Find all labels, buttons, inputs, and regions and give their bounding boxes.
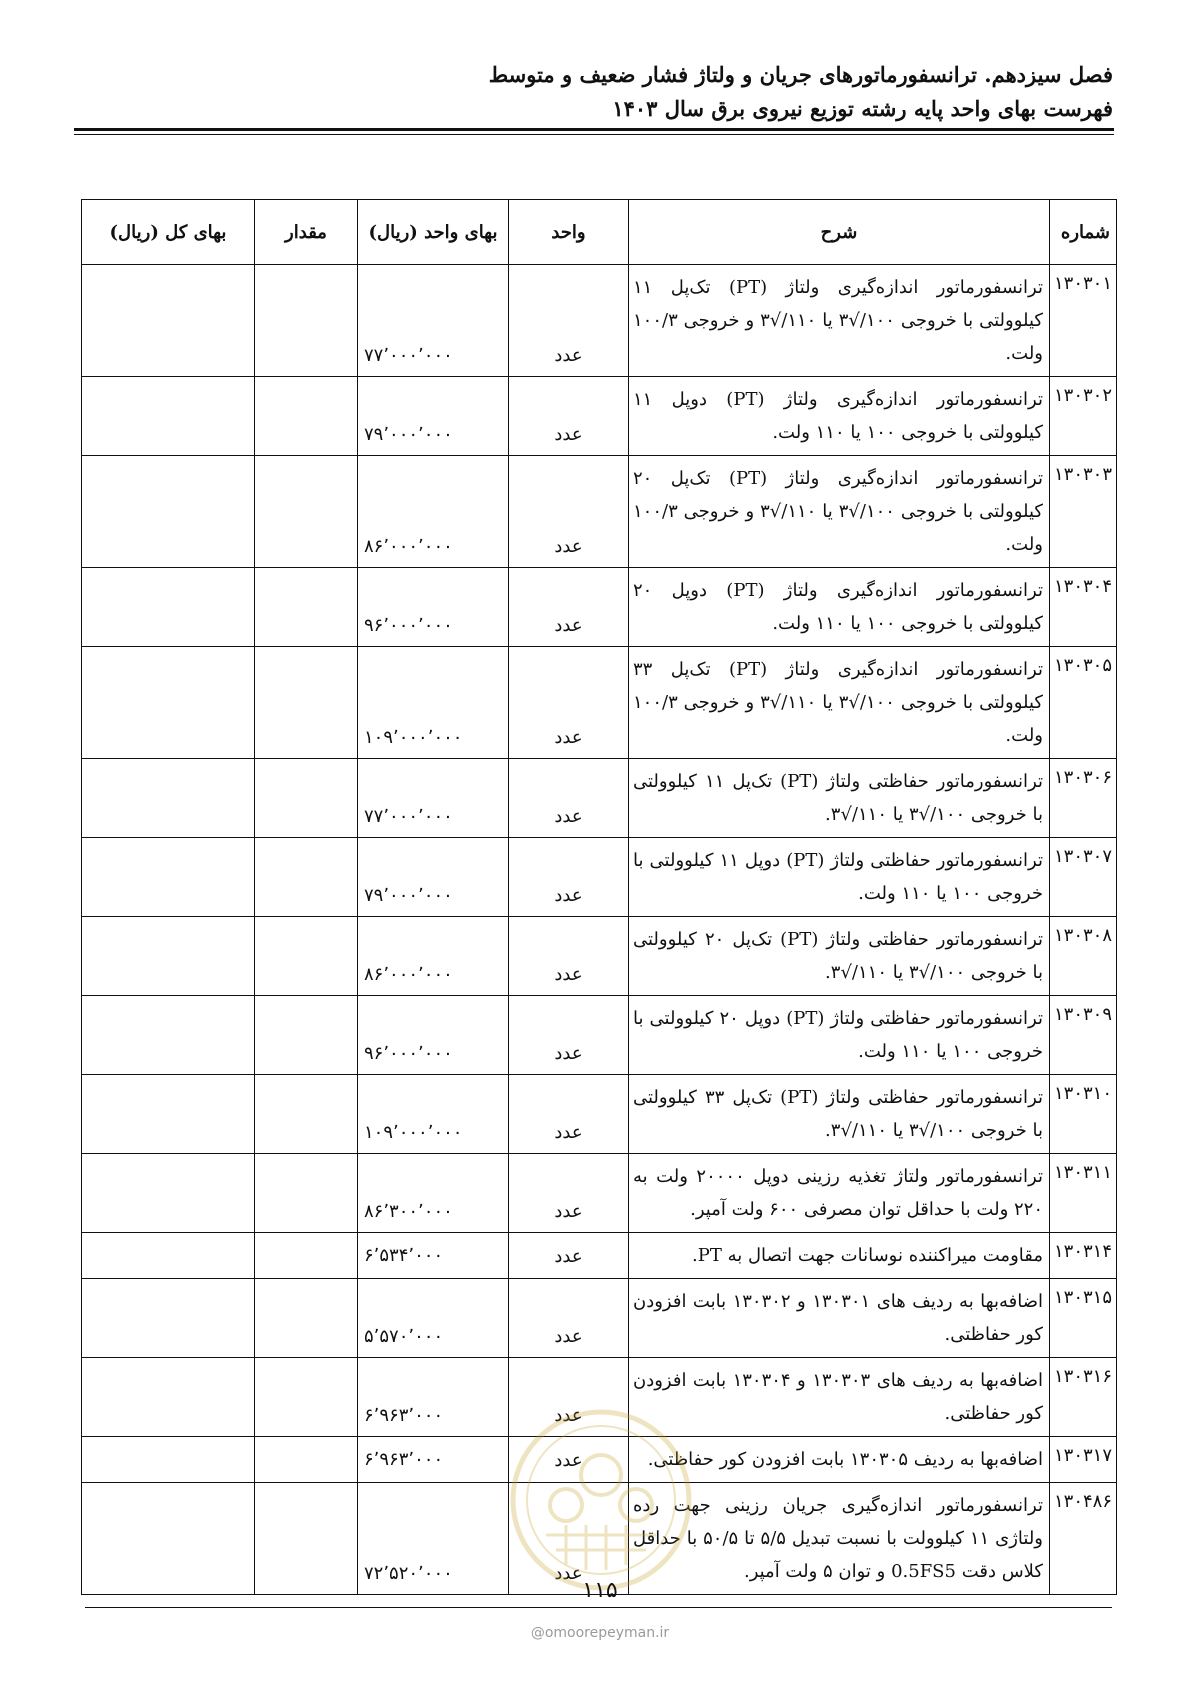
item-description: ترانسفورماتور اندازه‌گیری ولتاژ (PT) دوپل ۲۰ کیلوولتی با خروجی ۱۰۰ یا ۱۱۰ ولت. [629,568,1050,647]
item-description: اضافه‌بها به ردیف های ۱۳۰۳۰۳ و ۱۳۰۳۰۴ بابت افزودن کور حفاظتی. [629,1358,1050,1437]
header-rule-thick [74,128,1114,131]
item-description: ترانسفورماتور اندازه‌گیری ولتاژ (PT) تک‌پل ۲۰ کیلوولتی با خروجی ۱۰۰/√۳ یا ۱۱۰/√۳ و خروجی ۱۰۰/۳ ولت. [629,456,1050,568]
item-quantity [255,1279,358,1358]
table-row [82,647,1117,759]
item-code: ۱۳۰۳۰۱ [1050,265,1117,377]
item-quantity [255,456,358,568]
item-total-price [82,647,255,759]
item-quantity [255,1075,358,1154]
item-code: ۱۳۰۳۰۷ [1050,838,1117,917]
item-quantity [255,996,358,1075]
document-title: فهرست بهای واحد پایه رشته توزیع نیروی برق سال ۱۴۰۳ [612,96,1113,121]
item-unit-price: ۸۶٬۰۰۰٬۰۰۰ [358,456,509,568]
item-code: ۱۳۰۳۰۴ [1050,568,1117,647]
item-unit: عدد [509,647,629,759]
footer-rule [85,1607,1112,1608]
item-unit-price: ۷۷٬۰۰۰٬۰۰۰ [358,759,509,838]
table-row [82,1233,1117,1279]
item-unit: عدد [509,456,629,568]
item-description: اضافه‌بها به ردیف ۱۳۰۳۰۵ بابت افزودن کور حفاظتی. [629,1437,1050,1483]
table-row [82,759,1117,838]
item-quantity [255,1437,358,1483]
item-total-price [82,917,255,996]
item-code: ۱۳۰۳۰۲ [1050,377,1117,456]
item-total-price [82,1075,255,1154]
item-quantity [255,377,358,456]
item-unit-price: ۷۹٬۰۰۰٬۰۰۰ [358,838,509,917]
item-code: ۱۳۰۳۰۸ [1050,917,1117,996]
item-description: ترانسفورماتور حفاظتی ولتاژ (PT) تک‌پل ۳۳ کیلوولتی با خروجی ۱۰۰/√۳ یا ۱۱۰/√۳. [629,1075,1050,1154]
column-header-code: شماره [1050,200,1117,265]
column-header-unit: واحد [509,200,629,265]
item-total-price [82,1483,255,1595]
item-description: ترانسفورماتور ولتاژ تغذیه رزینی دوپل ۲۰۰۰۰ ولت به ۲۲۰ ولت با حداقل توان مصرفی ۶۰۰ ولت آمپر. [629,1154,1050,1233]
item-description: ترانسفورماتور حفاظتی ولتاژ (PT) تک‌پل ۱۱ کیلوولتی با خروجی ۱۰۰/√۳ یا ۱۱۰/√۳. [629,759,1050,838]
item-code: ۱۳۰۳۱۶ [1050,1358,1117,1437]
item-unit: عدد [509,1437,629,1483]
item-unit: عدد [509,838,629,917]
item-code: ۱۳۰۳۰۵ [1050,647,1117,759]
price-table [81,199,1117,1595]
item-total-price [82,1233,255,1279]
item-description: ترانسفورماتور حفاظتی ولتاژ (PT) دوپل ۲۰ کیلوولتی با خروجی ۱۰۰ یا ۱۱۰ ولت. [629,996,1050,1075]
item-description: ترانسفورماتور اندازه‌گیری ولتاژ (PT) تک‌پل ۳۳ کیلوولتی با خروجی ۱۰۰/√۳ یا ۱۱۰/√۳ و خروجی ۱۰۰/۳ ولت. [629,647,1050,759]
item-unit: عدد [509,377,629,456]
item-total-price [82,759,255,838]
item-quantity [255,647,358,759]
table-row [82,265,1117,377]
table-row [82,838,1117,917]
item-unit-price: ۷۷٬۰۰۰٬۰۰۰ [358,265,509,377]
item-total-price [82,265,255,377]
item-unit: عدد [509,1233,629,1279]
item-quantity [255,265,358,377]
item-code: ۱۳۰۳۱۴ [1050,1233,1117,1279]
item-code: ۱۳۰۳۱۰ [1050,1075,1117,1154]
header-rule-thin [74,134,1114,135]
item-description: ترانسفورماتور حفاظتی ولتاژ (PT) تک‌پل ۲۰ کیلوولتی با خروجی ۱۰۰/√۳ یا ۱۱۰/√۳. [629,917,1050,996]
item-unit: عدد [509,1279,629,1358]
item-unit-price: ۶٬۹۶۳٬۰۰۰ [358,1358,509,1437]
column-header-unit-price: بهای واحد (ریال) [358,200,509,265]
item-unit: عدد [509,759,629,838]
item-quantity [255,917,358,996]
item-quantity [255,838,358,917]
table-row [82,456,1117,568]
item-description: ترانسفورماتور اندازه‌گیری ولتاژ (PT) تک‌پل ۱۱ کیلوولتی با خروجی ۱۰۰/√۳ یا ۱۱۰/√۳ و خروجی ۱۰۰/۳ ولت. [629,265,1050,377]
item-code: ۱۳۰۴۸۶ [1050,1483,1117,1595]
table-row [82,1154,1117,1233]
item-description: ترانسفورماتور اندازه‌گیری ولتاژ (PT) دوپل ۱۱ کیلوولتی با خروجی ۱۰۰ یا ۱۱۰ ولت. [629,377,1050,456]
item-total-price [82,377,255,456]
item-description: ترانسفورماتور اندازه‌گیری جریان رزینی جهت رده ولتاژی ۱۱ کیلوولت با نسبت تبدیل ۵/۵ تا ۵۰/۵ با حداقل کلاس دقت 0.5FS5 و توان ۵ ولت آمپر. [629,1483,1050,1595]
item-unit: عدد [509,917,629,996]
item-unit: عدد [509,1154,629,1233]
item-total-price [82,568,255,647]
item-description: اضافه‌بها به ردیف های ۱۳۰۳۰۱ و ۱۳۰۳۰۲ بابت افزودن کور حفاظتی. [629,1279,1050,1358]
item-total-price [82,1279,255,1358]
omoorepeyman-seal-icon [506,1405,696,1595]
column-header-total-price: بهای کل (ریال) [82,200,255,265]
item-quantity [255,759,358,838]
item-code: ۱۳۰۳۱۷ [1050,1437,1117,1483]
item-code: ۱۳۰۳۰۳ [1050,456,1117,568]
item-quantity [255,1154,358,1233]
column-header-quantity: مقدار [255,200,358,265]
chapter-title: فصل سیزدهم. ترانسفورماتورهای جریان و ولتاژ فشار ضعیف و متوسط [488,62,1113,87]
table-header-row [82,200,1117,265]
item-quantity [255,1358,358,1437]
item-unit-price: ۸۶٬۳۰۰٬۰۰۰ [358,1154,509,1233]
item-unit-price: ۵٬۵۷۰٬۰۰۰ [358,1279,509,1358]
item-description: مقاومت میراکننده نوسانات جهت اتصال به PT. [629,1233,1050,1279]
table-row [82,568,1117,647]
item-unit-price: ۹۶٬۰۰۰٬۰۰۰ [358,996,509,1075]
item-unit-price: ۸۶٬۰۰۰٬۰۰۰ [358,917,509,996]
item-unit-price: ۶٬۹۶۳٬۰۰۰ [358,1437,509,1483]
item-quantity [255,568,358,647]
table-row [82,1075,1117,1154]
item-unit: عدد [509,265,629,377]
item-unit-price: ۱۰۹٬۰۰۰٬۰۰۰ [358,647,509,759]
table-row [82,377,1117,456]
item-code: ۱۳۰۳۱۱ [1050,1154,1117,1233]
footer-website: @omoorepeyman.ir [530,1625,670,1641]
item-total-price [82,996,255,1075]
table-row [82,1279,1117,1358]
item-unit-price: ۹۶٬۰۰۰٬۰۰۰ [358,568,509,647]
item-unit: عدد [509,1358,629,1437]
item-unit: عدد [509,1483,629,1595]
item-quantity [255,1233,358,1279]
item-total-price [82,1154,255,1233]
item-unit-price: ۷۲٬۵۲۰٬۰۰۰ [358,1483,509,1595]
item-description: ترانسفورماتور حفاظتی ولتاژ (PT) دوپل ۱۱ کیلوولتی با خروجی ۱۰۰ یا ۱۱۰ ولت. [629,838,1050,917]
item-unit: عدد [509,1075,629,1154]
table-row [82,996,1117,1075]
item-code: ۱۳۰۳۰۹ [1050,996,1117,1075]
item-total-price [82,456,255,568]
item-unit-price: ۷۹٬۰۰۰٬۰۰۰ [358,377,509,456]
item-code: ۱۳۰۳۰۶ [1050,759,1117,838]
item-total-price [82,1358,255,1437]
item-quantity [255,1483,358,1595]
column-header-description: شرح [629,200,1050,265]
item-unit: عدد [509,996,629,1075]
item-unit-price: ۱۰۹٬۰۰۰٬۰۰۰ [358,1075,509,1154]
item-unit: عدد [509,568,629,647]
page-number: ۱۱۵ [582,1578,618,1603]
table-row [82,917,1117,996]
item-total-price [82,838,255,917]
item-unit-price: ۶٬۵۳۴٬۰۰۰ [358,1233,509,1279]
item-total-price [82,1437,255,1483]
page-header [73,58,1113,126]
item-code: ۱۳۰۳۱۵ [1050,1279,1117,1358]
